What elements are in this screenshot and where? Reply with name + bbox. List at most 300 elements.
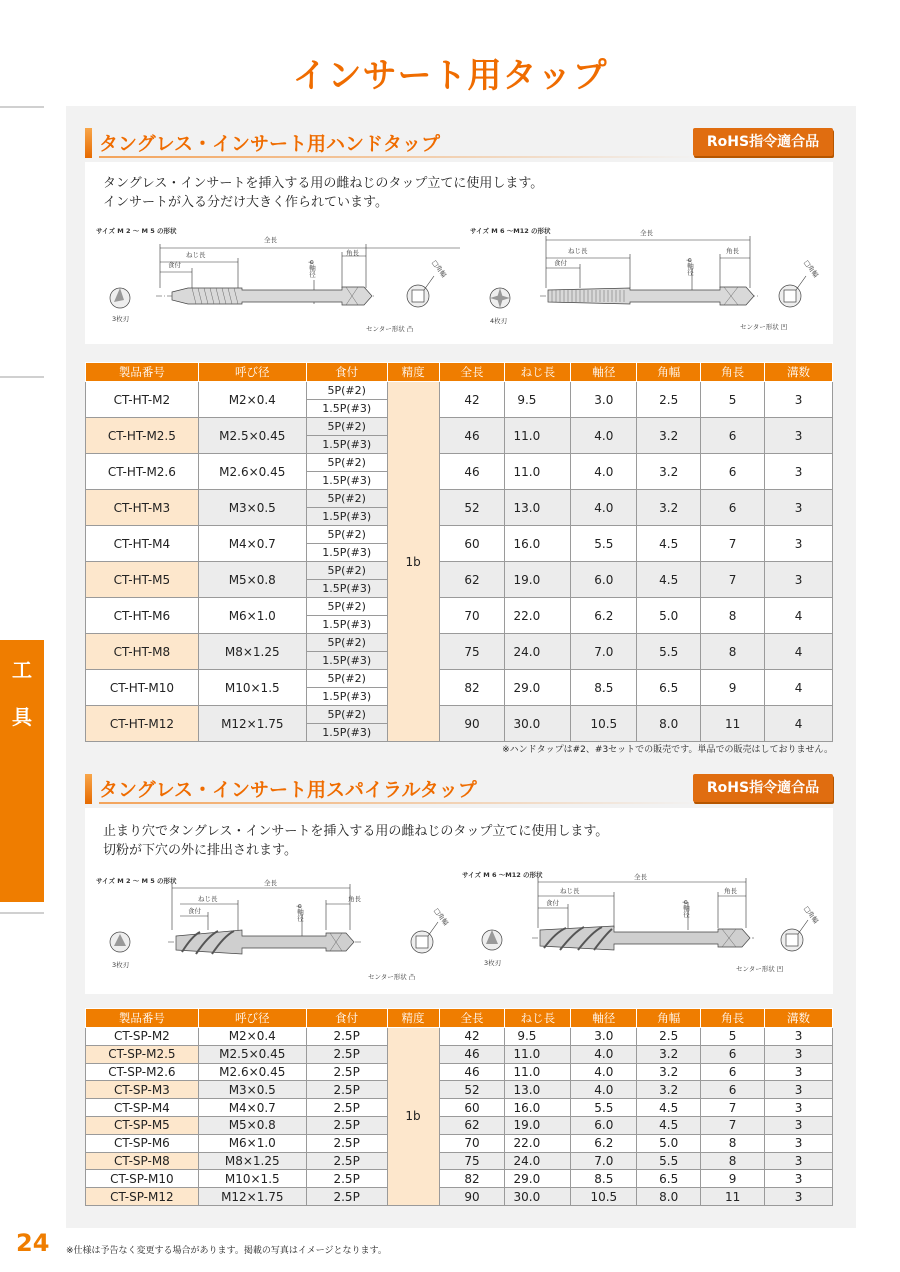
total-length-cell: 62 bbox=[439, 1116, 505, 1134]
shaft-dia-cell: 7.0 bbox=[571, 634, 637, 670]
square-length-cell: 7 bbox=[701, 526, 765, 562]
square-width-cell: 2.5 bbox=[637, 382, 701, 418]
thread-length-cell: 24.0 bbox=[505, 1152, 571, 1170]
thread-length-label: ねじ長 bbox=[560, 887, 580, 895]
total-length-cell: 42 bbox=[439, 1028, 505, 1046]
lead-cell: 5P(#2) bbox=[306, 490, 387, 508]
lead-cell: 1.5P(#3) bbox=[306, 724, 387, 742]
size-range-label: サイズ M 2 ～ M 5 の形状 bbox=[96, 877, 177, 885]
column-header: 角長 bbox=[701, 1009, 765, 1028]
square-length-cell: 9 bbox=[701, 670, 765, 706]
flute-count-cell: 3 bbox=[765, 1063, 833, 1081]
square-length-cell: 5 bbox=[701, 382, 765, 418]
square-width-label: □角幅 bbox=[802, 904, 820, 925]
square-width-cell: 4.5 bbox=[637, 526, 701, 562]
column-header: 軸径 bbox=[571, 363, 637, 382]
square-length-label: 角長 bbox=[346, 249, 359, 257]
square-width-label: □角幅 bbox=[802, 258, 820, 279]
shaft-dia-cell: 3.0 bbox=[571, 382, 637, 418]
square-width-cell: 8.0 bbox=[637, 1188, 701, 1206]
shaft-dia-cell: 8.5 bbox=[571, 1170, 637, 1188]
square-width-cell: 8.0 bbox=[637, 706, 701, 742]
square-length-cell: 6 bbox=[701, 454, 765, 490]
square-length-cell: 8 bbox=[701, 634, 765, 670]
flute-count-cell: 3 bbox=[765, 526, 833, 562]
flute-count-cell: 3 bbox=[765, 562, 833, 598]
square-width-cell: 3.2 bbox=[637, 1063, 701, 1081]
lead-cell: 5P(#2) bbox=[306, 382, 387, 400]
shaft-dia-cell: 4.0 bbox=[571, 1081, 637, 1099]
tap-diagram-small bbox=[96, 224, 466, 344]
thread-length-cell: 13.0 bbox=[505, 1081, 571, 1099]
shaft-dia-cell: 6.0 bbox=[571, 1116, 637, 1134]
thread-length-cell: 11.0 bbox=[505, 454, 571, 490]
nominal-size-cell: M3×0.5 bbox=[198, 490, 306, 526]
total-length-cell: 75 bbox=[439, 1152, 505, 1170]
blade-count-label: 4枚刃 bbox=[490, 317, 508, 325]
thread-length-cell: 9.5 bbox=[505, 382, 571, 418]
column-header: 呼び径 bbox=[198, 363, 306, 382]
shaft-dia-cell: 4.0 bbox=[571, 1045, 637, 1063]
square-width-cell: 5.0 bbox=[637, 598, 701, 634]
shaft-dia-label: φ軸径 bbox=[296, 904, 304, 922]
nominal-size-cell: M2.5×0.45 bbox=[198, 1045, 306, 1063]
flute-count-cell: 4 bbox=[765, 670, 833, 706]
tap-diagram-large bbox=[470, 224, 840, 344]
total-length-label: 全長 bbox=[264, 236, 277, 244]
nominal-size-cell: M3×0.5 bbox=[198, 1081, 306, 1099]
shaft-dia-cell: 6.2 bbox=[571, 1134, 637, 1152]
lead-cell: 5P(#2) bbox=[306, 634, 387, 652]
table-row bbox=[86, 418, 833, 436]
flute-count-cell: 3 bbox=[765, 418, 833, 454]
column-header: 角幅 bbox=[637, 363, 701, 382]
table-row bbox=[86, 382, 833, 400]
table-row bbox=[86, 1045, 833, 1063]
nominal-size-cell: M10×1.5 bbox=[198, 670, 306, 706]
product-code-cell: CT-SP-M4 bbox=[86, 1099, 199, 1117]
square-length-cell: 8 bbox=[701, 598, 765, 634]
product-code-cell: CT-HT-M2.5 bbox=[86, 418, 199, 454]
square-length-cell: 8 bbox=[701, 1134, 765, 1152]
square-width-cell: 6.5 bbox=[637, 670, 701, 706]
nominal-size-cell: M4×0.7 bbox=[198, 526, 306, 562]
table-row bbox=[86, 1152, 833, 1170]
product-code-cell: CT-HT-M2.6 bbox=[86, 454, 199, 490]
rohs-badge: RoHS指令適合品 bbox=[693, 774, 833, 802]
section-title: タングレス・インサート用ハンドタップ bbox=[99, 133, 441, 155]
shaft-dia-cell: 8.5 bbox=[571, 670, 637, 706]
shaft-dia-cell: 7.0 bbox=[571, 1152, 637, 1170]
nominal-size-cell: M8×1.25 bbox=[198, 1152, 306, 1170]
flute-count-cell: 3 bbox=[765, 1188, 833, 1206]
product-code-cell: CT-SP-M2 bbox=[86, 1028, 199, 1046]
thread-length-cell: 30.0 bbox=[505, 706, 571, 742]
lead-cell: 1.5P(#3) bbox=[306, 436, 387, 454]
center-shape-label: センター形状 凹 bbox=[736, 965, 784, 973]
thread-length-cell: 22.0 bbox=[505, 598, 571, 634]
nominal-size-cell: M6×1.0 bbox=[198, 1134, 306, 1152]
lead-cell: 1.5P(#3) bbox=[306, 400, 387, 418]
flute-count-cell: 3 bbox=[765, 1045, 833, 1063]
lead-cell: 1.5P(#3) bbox=[306, 616, 387, 634]
total-length-cell: 46 bbox=[439, 418, 505, 454]
table-header-row bbox=[86, 1009, 833, 1028]
thread-length-cell: 9.5 bbox=[505, 1028, 571, 1046]
shaft-dia-cell: 3.0 bbox=[571, 1028, 637, 1046]
lead-cell: 2.5P bbox=[306, 1116, 387, 1134]
thread-length-cell: 19.0 bbox=[505, 562, 571, 598]
product-code-cell: CT-HT-M5 bbox=[86, 562, 199, 598]
flute-count-cell: 3 bbox=[765, 1081, 833, 1099]
footer-note: ※仕様は予告なく変更する場合があります。掲載の写真はイメージとなります。 bbox=[66, 1246, 387, 1256]
nominal-size-cell: M10×1.5 bbox=[198, 1170, 306, 1188]
hand-tap-spec-table bbox=[85, 362, 833, 742]
nominal-size-cell: M8×1.25 bbox=[198, 634, 306, 670]
nominal-size-cell: M4×0.7 bbox=[198, 1099, 306, 1117]
square-width-cell: 5.5 bbox=[637, 634, 701, 670]
lead-cell: 2.5P bbox=[306, 1028, 387, 1046]
section-title: タングレス・インサート用スパイラルタップ bbox=[99, 779, 477, 801]
side-tab-char: 具 bbox=[12, 705, 32, 729]
lead-cell: 1.5P(#3) bbox=[306, 508, 387, 526]
product-code-cell: CT-HT-M6 bbox=[86, 598, 199, 634]
product-code-cell: CT-HT-M12 bbox=[86, 706, 199, 742]
spiral-diagram-small bbox=[96, 874, 466, 994]
total-length-label: 全長 bbox=[264, 879, 277, 887]
blade-count-label: 3枚刃 bbox=[484, 959, 502, 967]
total-length-cell: 90 bbox=[439, 706, 505, 742]
lead-cell: 1.5P(#3) bbox=[306, 652, 387, 670]
product-code-cell: CT-HT-M4 bbox=[86, 526, 199, 562]
column-header: 全長 bbox=[439, 363, 505, 382]
lead-cell: 2.5P bbox=[306, 1134, 387, 1152]
thread-length-cell: 19.0 bbox=[505, 1116, 571, 1134]
shaft-dia-label: φ軸径 bbox=[682, 900, 690, 918]
chamfer-label: 食付 bbox=[554, 259, 567, 267]
lead-cell: 5P(#2) bbox=[306, 454, 387, 472]
section-header-spiral-tap bbox=[85, 774, 833, 804]
square-width-cell: 3.2 bbox=[637, 490, 701, 526]
square-length-cell: 7 bbox=[701, 1099, 765, 1117]
nominal-size-cell: M2.6×0.45 bbox=[198, 454, 306, 490]
flute-count-cell: 4 bbox=[765, 598, 833, 634]
shaft-dia-cell: 6.0 bbox=[571, 562, 637, 598]
square-length-cell: 6 bbox=[701, 418, 765, 454]
square-width-cell: 4.5 bbox=[637, 1116, 701, 1134]
flute-count-cell: 3 bbox=[765, 1028, 833, 1046]
column-header: 食付 bbox=[306, 363, 387, 382]
square-width-cell: 2.5 bbox=[637, 1028, 701, 1046]
total-length-cell: 46 bbox=[439, 1045, 505, 1063]
total-length-cell: 70 bbox=[439, 598, 505, 634]
flute-count-cell: 3 bbox=[765, 1099, 833, 1117]
flute-count-cell: 3 bbox=[765, 454, 833, 490]
square-length-cell: 11 bbox=[701, 1188, 765, 1206]
table-row bbox=[86, 454, 833, 472]
column-header: 精度 bbox=[387, 363, 439, 382]
flute-count-cell: 4 bbox=[765, 634, 833, 670]
table-row bbox=[86, 1170, 833, 1188]
shaft-dia-cell: 4.0 bbox=[571, 454, 637, 490]
shaft-dia-cell: 5.5 bbox=[571, 1099, 637, 1117]
shaft-dia-cell: 4.0 bbox=[571, 418, 637, 454]
section-description bbox=[103, 174, 543, 212]
shaft-dia-cell: 10.5 bbox=[571, 706, 637, 742]
flute-count-cell: 3 bbox=[765, 1134, 833, 1152]
thread-length-cell: 24.0 bbox=[505, 634, 571, 670]
section-header-hand-tap bbox=[85, 128, 833, 158]
flute-count-cell: 3 bbox=[765, 1116, 833, 1134]
size-range-label: サイズ M 6 ～M12 の形状 bbox=[470, 227, 551, 235]
lead-cell: 5P(#2) bbox=[306, 706, 387, 724]
margin-rule bbox=[0, 912, 44, 914]
product-code-cell: CT-SP-M2.6 bbox=[86, 1063, 199, 1081]
table-row bbox=[86, 1188, 833, 1206]
column-header: ねじ長 bbox=[505, 1009, 571, 1028]
product-code-cell: CT-HT-M2 bbox=[86, 382, 199, 418]
description-line: 止まり穴でタングレス・インサートを挿入する用の雌ねじのタップ立てに使用します。 bbox=[103, 824, 609, 839]
total-length-cell: 46 bbox=[439, 1063, 505, 1081]
table-header-row bbox=[86, 363, 833, 382]
lead-cell: 2.5P bbox=[306, 1063, 387, 1081]
description-line: タングレス・インサートを挿入する用の雌ねじのタップ立てに使用します。 bbox=[103, 176, 544, 191]
shaft-dia-cell: 10.5 bbox=[571, 1188, 637, 1206]
total-length-cell: 60 bbox=[439, 1099, 505, 1117]
total-length-cell: 90 bbox=[439, 1188, 505, 1206]
spiral-diagram-large bbox=[462, 868, 832, 988]
lead-cell: 2.5P bbox=[306, 1045, 387, 1063]
center-shape-label: センター形状 凸 bbox=[366, 325, 414, 333]
size-range-label: サイズ M 2 ～ M 5 の形状 bbox=[96, 227, 177, 235]
lead-cell: 2.5P bbox=[306, 1081, 387, 1099]
thread-length-cell: 16.0 bbox=[505, 1099, 571, 1117]
precision-cell: 1b bbox=[387, 1028, 439, 1206]
column-header: 製品番号 bbox=[86, 363, 199, 382]
nominal-size-cell: M2×0.4 bbox=[198, 1028, 306, 1046]
thread-length-cell: 30.0 bbox=[505, 1188, 571, 1206]
square-width-cell: 5.5 bbox=[637, 1152, 701, 1170]
table-row bbox=[86, 1081, 833, 1099]
thread-length-label: ねじ長 bbox=[186, 251, 206, 259]
table-row bbox=[86, 562, 833, 580]
square-length-label: 角長 bbox=[724, 887, 737, 895]
table-row bbox=[86, 1099, 833, 1117]
nominal-size-cell: M12×1.75 bbox=[198, 1188, 306, 1206]
shaft-dia-cell: 4.0 bbox=[571, 1063, 637, 1081]
hand-tap-note: ※ハンドタップは#2、#3セットでの販売です。単品での販売はしておりません。 bbox=[502, 745, 833, 755]
nominal-size-cell: M5×0.8 bbox=[198, 1116, 306, 1134]
lead-cell: 2.5P bbox=[306, 1188, 387, 1206]
total-length-label: 全長 bbox=[640, 229, 653, 237]
nominal-size-cell: M2.5×0.45 bbox=[198, 418, 306, 454]
product-code-cell: CT-SP-M3 bbox=[86, 1081, 199, 1099]
square-length-cell: 7 bbox=[701, 562, 765, 598]
center-shape-label: センター形状 凸 bbox=[368, 973, 416, 981]
square-width-label: □角幅 bbox=[432, 906, 450, 927]
column-header: 角幅 bbox=[637, 1009, 701, 1028]
product-code-cell: CT-SP-M10 bbox=[86, 1170, 199, 1188]
nominal-size-cell: M12×1.75 bbox=[198, 706, 306, 742]
thread-length-cell: 13.0 bbox=[505, 490, 571, 526]
total-length-cell: 82 bbox=[439, 1170, 505, 1188]
lead-cell: 5P(#2) bbox=[306, 418, 387, 436]
lead-cell: 2.5P bbox=[306, 1170, 387, 1188]
chamfer-label: 食付 bbox=[546, 899, 559, 907]
square-length-cell: 5 bbox=[701, 1028, 765, 1046]
product-code-cell: CT-HT-M3 bbox=[86, 490, 199, 526]
product-code-cell: CT-SP-M12 bbox=[86, 1188, 199, 1206]
nominal-size-cell: M2.6×0.45 bbox=[198, 1063, 306, 1081]
chamfer-label: 食付 bbox=[168, 261, 181, 269]
square-length-cell: 6 bbox=[701, 490, 765, 526]
square-length-cell: 7 bbox=[701, 1116, 765, 1134]
thread-length-cell: 22.0 bbox=[505, 1134, 571, 1152]
square-width-cell: 3.2 bbox=[637, 1081, 701, 1099]
table-row bbox=[86, 1063, 833, 1081]
lead-cell: 5P(#2) bbox=[306, 670, 387, 688]
square-width-cell: 3.2 bbox=[637, 1045, 701, 1063]
section-underline bbox=[99, 156, 699, 158]
column-header: 食付 bbox=[306, 1009, 387, 1028]
total-length-cell: 46 bbox=[439, 454, 505, 490]
page-title: インサート用タップ bbox=[292, 56, 608, 96]
column-header: 溝数 bbox=[765, 1009, 833, 1028]
flute-count-cell: 3 bbox=[765, 490, 833, 526]
side-tab-char: 工 bbox=[12, 658, 32, 682]
product-code-cell: CT-HT-M8 bbox=[86, 634, 199, 670]
chamfer-label: 食付 bbox=[188, 907, 201, 915]
spiral-tap-spec-table bbox=[85, 1008, 833, 1206]
column-header: 角長 bbox=[701, 363, 765, 382]
thread-length-cell: 11.0 bbox=[505, 1063, 571, 1081]
total-length-label: 全長 bbox=[634, 873, 647, 881]
square-width-cell: 5.0 bbox=[637, 1134, 701, 1152]
description-line: 切粉が下穴の外に排出されます。 bbox=[103, 843, 297, 858]
total-length-cell: 82 bbox=[439, 670, 505, 706]
column-header: 全長 bbox=[439, 1009, 505, 1028]
total-length-cell: 52 bbox=[439, 1081, 505, 1099]
lead-cell: 5P(#2) bbox=[306, 526, 387, 544]
flute-count-cell: 4 bbox=[765, 706, 833, 742]
lead-cell: 1.5P(#3) bbox=[306, 688, 387, 706]
product-code-cell: CT-SP-M5 bbox=[86, 1116, 199, 1134]
precision-cell: 1b bbox=[387, 382, 439, 742]
square-width-cell: 4.5 bbox=[637, 562, 701, 598]
table-row bbox=[86, 526, 833, 544]
lead-cell: 2.5P bbox=[306, 1152, 387, 1170]
square-width-cell: 6.5 bbox=[637, 1170, 701, 1188]
product-code-cell: CT-SP-M6 bbox=[86, 1134, 199, 1152]
shaft-dia-cell: 4.0 bbox=[571, 490, 637, 526]
product-code-cell: CT-HT-M10 bbox=[86, 670, 199, 706]
thread-length-cell: 11.0 bbox=[505, 1045, 571, 1063]
square-width-cell: 4.5 bbox=[637, 1099, 701, 1117]
blade-count-label: 3枚刃 bbox=[112, 961, 130, 969]
section-bar bbox=[85, 774, 92, 804]
side-tab-tools bbox=[0, 640, 44, 902]
margin-rule bbox=[0, 376, 44, 378]
page-number: 24 bbox=[16, 1229, 50, 1257]
square-length-cell: 8 bbox=[701, 1152, 765, 1170]
rohs-badge: RoHS指令適合品 bbox=[693, 128, 833, 156]
margin-rule bbox=[0, 106, 44, 108]
thread-length-label: ねじ長 bbox=[198, 895, 218, 903]
lead-cell: 5P(#2) bbox=[306, 562, 387, 580]
square-length-cell: 6 bbox=[701, 1045, 765, 1063]
nominal-size-cell: M5×0.8 bbox=[198, 562, 306, 598]
column-header: ねじ長 bbox=[505, 363, 571, 382]
size-range-label: サイズ M 6 ～M12 の形状 bbox=[462, 871, 543, 879]
shaft-dia-label: φ軸径 bbox=[308, 260, 316, 278]
square-length-cell: 6 bbox=[701, 1063, 765, 1081]
flute-count-cell: 3 bbox=[765, 1152, 833, 1170]
thread-length-cell: 29.0 bbox=[505, 670, 571, 706]
total-length-cell: 60 bbox=[439, 526, 505, 562]
shaft-dia-cell: 5.5 bbox=[571, 526, 637, 562]
thread-length-cell: 16.0 bbox=[505, 526, 571, 562]
square-length-cell: 6 bbox=[701, 1081, 765, 1099]
square-length-cell: 11 bbox=[701, 706, 765, 742]
shaft-dia-label: φ軸径 bbox=[686, 258, 694, 276]
column-header: 軸径 bbox=[571, 1009, 637, 1028]
column-header: 精度 bbox=[387, 1009, 439, 1028]
total-length-cell: 62 bbox=[439, 562, 505, 598]
table-row bbox=[86, 1116, 833, 1134]
table-row bbox=[86, 706, 833, 724]
lead-cell: 1.5P(#3) bbox=[306, 580, 387, 598]
lead-cell: 1.5P(#3) bbox=[306, 544, 387, 562]
column-header: 製品番号 bbox=[86, 1009, 199, 1028]
flute-count-cell: 3 bbox=[765, 1170, 833, 1188]
square-length-label: 角長 bbox=[726, 247, 739, 255]
shaft-dia-cell: 6.2 bbox=[571, 598, 637, 634]
nominal-size-cell: M2×0.4 bbox=[198, 382, 306, 418]
total-length-cell: 42 bbox=[439, 382, 505, 418]
product-code-cell: CT-SP-M8 bbox=[86, 1152, 199, 1170]
column-header: 溝数 bbox=[765, 363, 833, 382]
total-length-cell: 70 bbox=[439, 1134, 505, 1152]
table-row bbox=[86, 1028, 833, 1046]
section-description bbox=[103, 822, 608, 860]
description-line: インサートが入る分だけ大きく作られています。 bbox=[103, 195, 388, 210]
table-row bbox=[86, 634, 833, 652]
center-shape-label: センター形状 凹 bbox=[740, 323, 788, 331]
square-length-cell: 9 bbox=[701, 1170, 765, 1188]
table-row bbox=[86, 490, 833, 508]
section-bar bbox=[85, 128, 92, 158]
nominal-size-cell: M6×1.0 bbox=[198, 598, 306, 634]
total-length-cell: 75 bbox=[439, 634, 505, 670]
product-code-cell: CT-SP-M2.5 bbox=[86, 1045, 199, 1063]
table-row bbox=[86, 1134, 833, 1152]
blade-count-label: 3枚刃 bbox=[112, 315, 130, 323]
flute-count-cell: 3 bbox=[765, 382, 833, 418]
square-width-cell: 3.2 bbox=[637, 418, 701, 454]
thread-length-cell: 29.0 bbox=[505, 1170, 571, 1188]
thread-length-cell: 11.0 bbox=[505, 418, 571, 454]
section-underline bbox=[99, 802, 699, 804]
thread-length-label: ねじ長 bbox=[568, 247, 588, 255]
table-row bbox=[86, 598, 833, 616]
square-width-cell: 3.2 bbox=[637, 454, 701, 490]
table-row bbox=[86, 670, 833, 688]
lead-cell: 5P(#2) bbox=[306, 598, 387, 616]
square-length-label: 角長 bbox=[348, 895, 361, 903]
lead-cell: 1.5P(#3) bbox=[306, 472, 387, 490]
square-width-label: □角幅 bbox=[430, 258, 448, 279]
lead-cell: 2.5P bbox=[306, 1099, 387, 1117]
